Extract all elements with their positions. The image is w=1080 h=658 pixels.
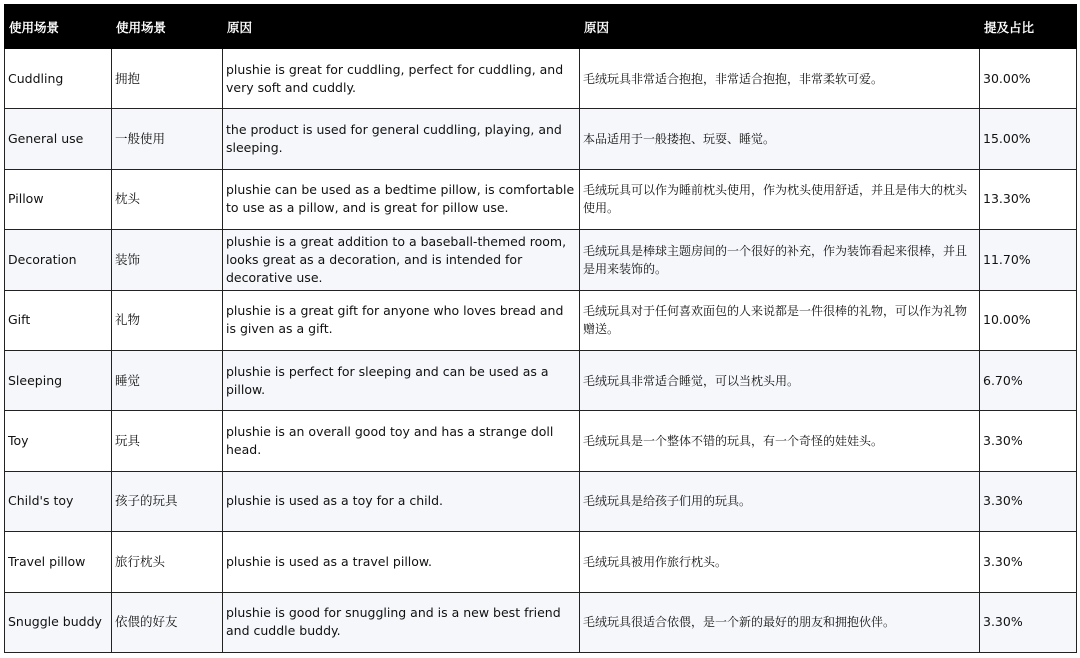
table-row xyxy=(5,109,1077,169)
cell-scene-zh: 睡觉 xyxy=(112,350,223,410)
header-reason-en: 原因 xyxy=(223,5,580,49)
cell-scene-zh: 枕头 xyxy=(112,169,223,229)
cell-scene-en: Decoration xyxy=(5,230,112,290)
cell-reason-en: plushie is great for cuddling, perfect for cuddling, and very soft and cuddly. xyxy=(223,49,580,109)
cell-reason-zh: 毛绒玩具是棒球主题房间的一个很好的补充，作为装饰看起来很棒，并且是用来装饰的。 xyxy=(580,230,980,290)
table-row xyxy=(5,411,1077,471)
cell-scene-zh: 依偎的好友 xyxy=(112,592,223,652)
table-row xyxy=(5,290,1077,350)
table-body xyxy=(5,49,1077,653)
cell-share: 3.30% xyxy=(980,471,1077,531)
usage-scenario-table-container xyxy=(4,4,1076,653)
cell-scene-en: Sleeping xyxy=(5,350,112,410)
cell-reason-zh: 毛绒玩具非常适合睡觉，可以当枕头用。 xyxy=(580,350,980,410)
cell-scene-en: Travel pillow xyxy=(5,532,112,592)
cell-reason-zh: 毛绒玩具可以作为睡前枕头使用，作为枕头使用舒适，并且是伟大的枕头使用。 xyxy=(580,169,980,229)
cell-scene-zh: 拥抱 xyxy=(112,49,223,109)
cell-share: 11.70% xyxy=(980,230,1077,290)
cell-reason-zh: 毛绒玩具对于任何喜欢面包的人来说都是一件很棒的礼物，可以作为礼物赠送。 xyxy=(580,290,980,350)
cell-reason-zh: 本品适用于一般搂抱、玩耍、睡觉。 xyxy=(580,109,980,169)
cell-share: 30.00% xyxy=(980,49,1077,109)
usage-scenario-table xyxy=(4,4,1077,653)
cell-scene-zh: 旅行枕头 xyxy=(112,532,223,592)
cell-scene-zh: 玩具 xyxy=(112,411,223,471)
cell-share: 15.00% xyxy=(980,109,1077,169)
cell-reason-en: plushie is good for snuggling and is a new best friend and cuddle buddy. xyxy=(223,592,580,652)
cell-scene-en: Gift xyxy=(5,290,112,350)
cell-scene-zh: 一般使用 xyxy=(112,109,223,169)
table-row xyxy=(5,49,1077,109)
cell-reason-en: plushie can be used as a bedtime pillow, is comfortable to use as a pillow, and is great for pillow use. xyxy=(223,169,580,229)
cell-scene-en: General use xyxy=(5,109,112,169)
cell-scene-en: Toy xyxy=(5,411,112,471)
cell-scene-en: Child's toy xyxy=(5,471,112,531)
table-row xyxy=(5,230,1077,290)
cell-reason-en: plushie is a great gift for anyone who loves bread and is given as a gift. xyxy=(223,290,580,350)
cell-share: 6.70% xyxy=(980,350,1077,410)
header-scene-en: 使用场景 xyxy=(5,5,112,49)
cell-reason-zh: 毛绒玩具很适合依偎，是一个新的最好的朋友和拥抱伙伴。 xyxy=(580,592,980,652)
cell-scene-zh: 礼物 xyxy=(112,290,223,350)
cell-share: 10.00% xyxy=(980,290,1077,350)
cell-reason-en: plushie is used as a toy for a child. xyxy=(223,471,580,531)
cell-share: 3.30% xyxy=(980,592,1077,652)
cell-reason-zh: 毛绒玩具是一个整体不错的玩具，有一个奇怪的娃娃头。 xyxy=(580,411,980,471)
header-reason-zh: 原因 xyxy=(580,5,980,49)
cell-reason-en: plushie is an overall good toy and has a strange doll head. xyxy=(223,411,580,471)
cell-scene-zh: 孩子的玩具 xyxy=(112,471,223,531)
cell-reason-zh: 毛绒玩具是给孩子们用的玩具。 xyxy=(580,471,980,531)
table-row xyxy=(5,592,1077,652)
header-row xyxy=(5,5,1077,49)
cell-share: 3.30% xyxy=(980,411,1077,471)
cell-share: 13.30% xyxy=(980,169,1077,229)
header-scene-zh: 使用场景 xyxy=(112,5,223,49)
table-row xyxy=(5,350,1077,410)
cell-scene-zh: 装饰 xyxy=(112,230,223,290)
table-row xyxy=(5,471,1077,531)
cell-scene-en: Pillow xyxy=(5,169,112,229)
cell-scene-en: Snuggle buddy xyxy=(5,592,112,652)
cell-reason-zh: 毛绒玩具非常适合抱抱，非常适合抱抱，非常柔软可爱。 xyxy=(580,49,980,109)
cell-reason-zh: 毛绒玩具被用作旅行枕头。 xyxy=(580,532,980,592)
header-share: 提及占比 xyxy=(980,5,1077,49)
cell-reason-en: plushie is a great addition to a baseball-themed room, looks great as a decoration, and is intended for decorative use. xyxy=(223,230,580,290)
cell-reason-en: the product is used for general cuddling, playing, and sleeping. xyxy=(223,109,580,169)
cell-reason-en: plushie is used as a travel pillow. xyxy=(223,532,580,592)
cell-scene-en: Cuddling xyxy=(5,49,112,109)
cell-share: 3.30% xyxy=(980,532,1077,592)
table-row xyxy=(5,532,1077,592)
cell-reason-en: plushie is perfect for sleeping and can be used as a pillow. xyxy=(223,350,580,410)
table-row xyxy=(5,169,1077,229)
table-header xyxy=(5,5,1077,49)
